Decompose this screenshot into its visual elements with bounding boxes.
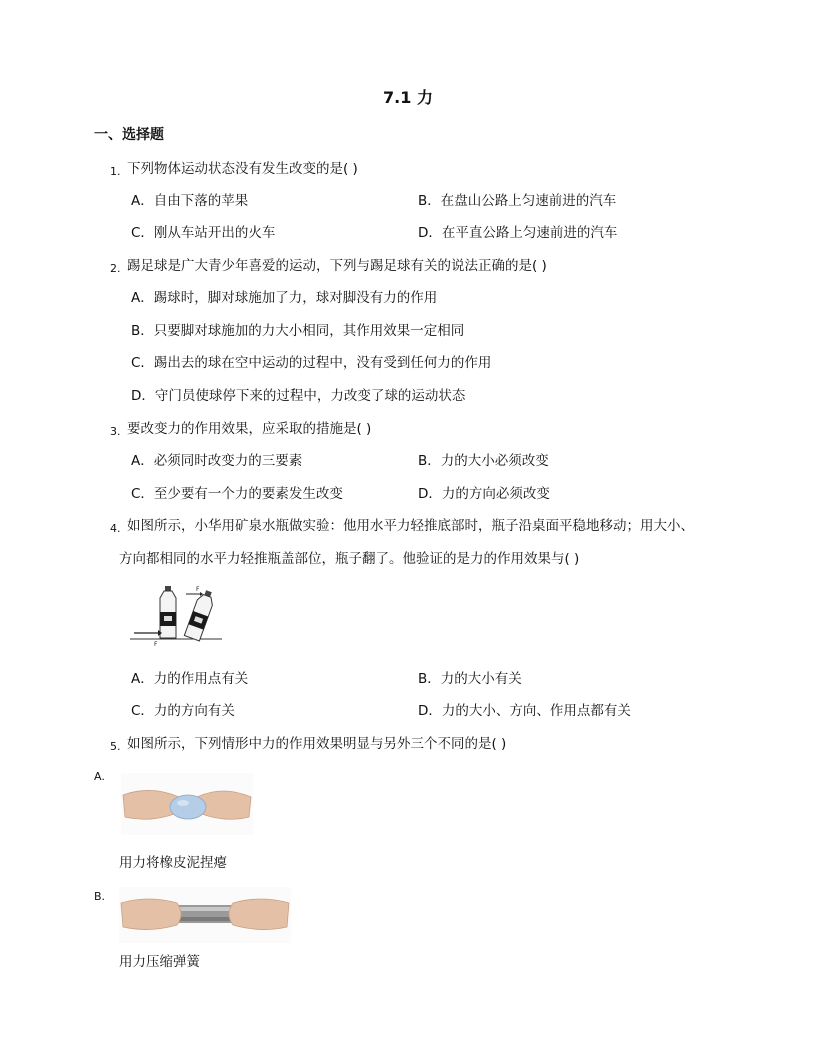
tilted-bottle-icon: [184, 588, 216, 640]
question-number: 1.: [110, 165, 121, 178]
option-d: D．力的方向必须改变: [418, 486, 550, 502]
option-a: A．踢球时，脚对球施加了力，球对脚没有力的作用: [131, 290, 438, 306]
option-c: C．踢出去的球在空中运动的过程中，没有受到任何力的作用: [131, 355, 492, 371]
option-b: B．只要脚对球施加的力大小相同，其作用效果一定相同: [131, 323, 465, 339]
spring-photo: [119, 887, 291, 943]
force-label-top: F: [196, 586, 200, 593]
question-stem: 要改变力的作用效果，应采取的措施是( ): [127, 421, 372, 437]
plasticine-photo: [121, 773, 253, 835]
page-title: 7.1 力: [383, 88, 433, 107]
option-b-caption: 用力压缩弹簧: [119, 954, 200, 970]
question-number: 5.: [110, 740, 121, 753]
question-stem: 如图所示，下列情形中力的作用效果明显与另外三个不同的是( ): [127, 736, 507, 752]
bottle-experiment-figure: [126, 584, 226, 650]
question-stem: 下列物体运动状态没有发生改变的是( ): [127, 161, 358, 177]
left-hand-icon: [121, 899, 181, 930]
question-number: 4.: [110, 522, 121, 535]
option-a: A．自由下落的苹果: [131, 193, 249, 209]
option-d: D．在平直公路上匀速前进的汽车: [418, 225, 618, 241]
option-c: C．刚从车站开出的火车: [131, 225, 276, 241]
force-label-bottom: F: [154, 641, 158, 648]
question-number: 3.: [110, 425, 121, 438]
option-a: A．必须同时改变力的三要素: [131, 453, 303, 469]
right-hand-icon: [229, 899, 289, 930]
option-b: B．力的大小有关: [418, 671, 522, 687]
option-c: C．力的方向有关: [131, 703, 235, 719]
option-a-caption: 用力将橡皮泥捏瘪: [119, 855, 227, 871]
plasticine-icon: [170, 795, 206, 819]
upright-bottle-icon: [160, 586, 176, 638]
option-b: B．在盘山公路上匀速前进的汽车: [418, 193, 617, 209]
option-d: D．力的大小、方向、作用点都有关: [418, 703, 631, 719]
option-a: A．力的作用点有关: [131, 671, 249, 687]
section-heading: 一、选择题: [94, 127, 164, 143]
option-a-letter: A.: [94, 770, 105, 783]
option-b-letter: B.: [94, 890, 106, 903]
option-d: D．守门员使球停下来的过程中，力改变了球的运动状态: [131, 388, 466, 404]
option-c: C．至少要有一个力的要素发生改变: [131, 486, 343, 502]
question-stem: 踢足球是广大青少年喜爱的运动，下列与踢足球有关的说法正确的是( ): [127, 258, 547, 274]
option-b: B．力的大小必须改变: [418, 453, 549, 469]
question-stem-line-2: 方向都相同的水平力轻推瓶盖部位，瓶子翻了。他验证的是力的作用效果与( ): [119, 551, 580, 567]
question-number: 2.: [110, 262, 121, 275]
question-stem-line-1: 如图所示，小华用矿泉水瓶做实验：他用水平力轻推底部时，瓶子沿桌面平稳地移动；用大小、: [127, 518, 694, 534]
